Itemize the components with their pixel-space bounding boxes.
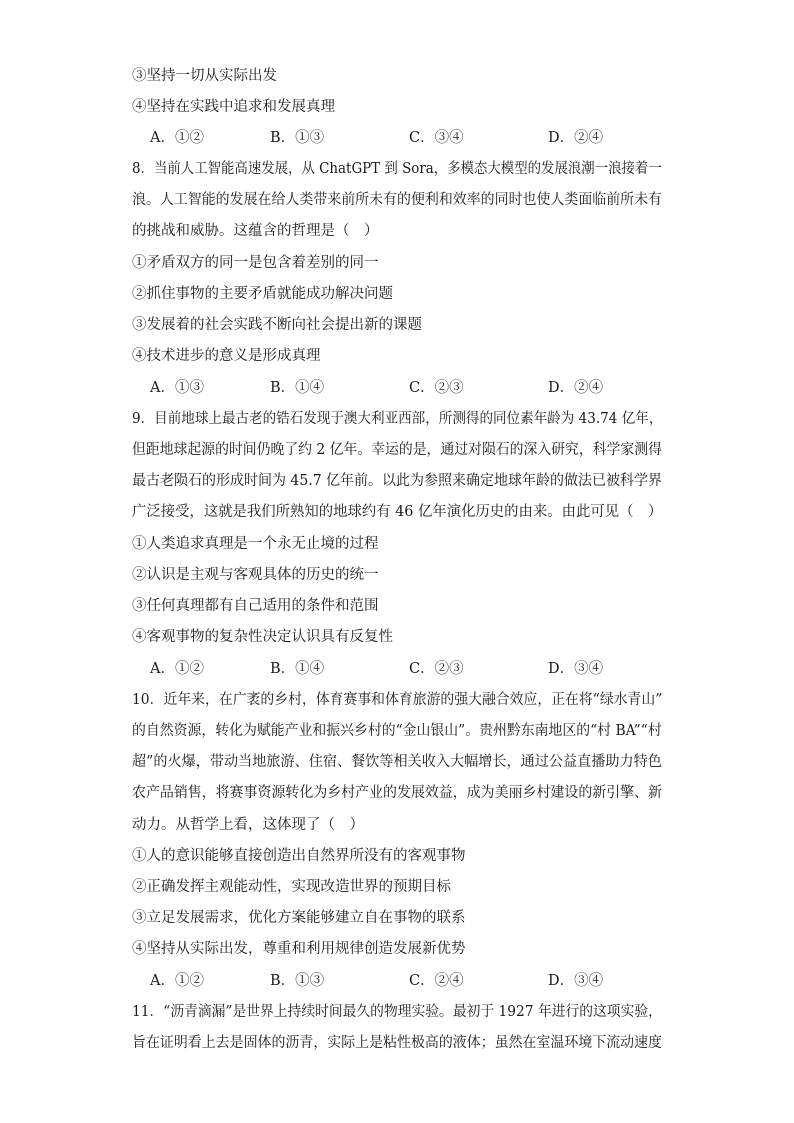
q10-choices (150, 971, 670, 991)
q10-stem-line: 超”的火爆，带动当地旅游、住宿、餐饮等相关收入大幅增长，通过公益直播助力特色 (132, 754, 662, 770)
q7-choice-d: D．②④ (548, 130, 604, 146)
q10-stem-line: 农产品销售，将赛事资源转化为乡村产业的发展效益，成为美丽乡村建设的新引擎、新 (132, 785, 663, 801)
q7-option-4: ④坚持在实践中追求和发展真理 (132, 99, 335, 115)
q9-option-2: ②认识是主观与客观具体的历史的统一 (132, 567, 379, 583)
q7-option-3: ③坚持一切从实际出发 (132, 68, 277, 84)
q10-option-4: ④坚持从实际出发，尊重和利用规律创造发展新优势 (132, 941, 466, 957)
q9-stem-line: 9．目前地球上最古老的锆石发现于澳大利亚西部，所测得的同位素年龄为 43.74 亿年， (132, 411, 663, 427)
q8-option-2: ②抓住事物的主要矛盾就能成功解决问题 (132, 286, 393, 302)
q7-choice-a: A．①② (150, 130, 204, 146)
q7-choices (150, 128, 670, 148)
q7-choice-c: C．③④ (409, 130, 464, 146)
q9-option-1: ①人类追求真理是一个永无止境的过程 (132, 536, 379, 552)
q9-choices (150, 659, 670, 679)
q10-stem-line: 动力。从哲学上看，这体现了（ ） (132, 817, 364, 833)
q8-stem-line: 的挑战和威胁。这蕴含的哲理是（ ） (132, 223, 379, 239)
q9-stem-line: 广泛接受，这就是我们所熟知的地球约有 46 亿年演化历史的由来。由此可见（ ） (132, 504, 663, 520)
q8-choice-a: A．①③ (150, 380, 204, 396)
q10-choice-c: C．②④ (409, 973, 464, 989)
q7-choice-b: B．①③ (270, 130, 325, 146)
q8-option-4: ④技术进步的意义是形成真理 (132, 348, 321, 364)
q8-choice-d: D．②④ (548, 380, 604, 396)
q9-stem-line: 但距地球起源的时间仍晚了约 2 亿年。幸运的是，通过对陨石的深入研究，科学家测得 (132, 442, 662, 458)
q8-choices (150, 378, 670, 398)
q10-choice-b: B．①③ (270, 973, 325, 989)
q9-stem-line: 最古老陨石的形成时间为 45.7 亿年前。以此为参照来确定地球年龄的做法已被科学界 (132, 473, 663, 489)
q8-choice-b: B．①④ (270, 380, 325, 396)
q8-option-1: ①矛盾双方的同一是包含着差别的同一 (132, 255, 379, 271)
q11-stem-line: 旨在证明看上去是固体的沥青，实际上是粘性极高的液体；虽然在室温环境下流动速度 (132, 1035, 663, 1051)
q9-choice-c: C．②③ (409, 661, 464, 677)
q9-option-3: ③任何真理都有自己适用的条件和范围 (132, 598, 379, 614)
q8-stem-line: 浪。人工智能的发展在给人类带来前所未有的便利和效率的同时也使人类面临前所未有 (132, 192, 663, 208)
q10-choice-d: D．③④ (548, 973, 604, 989)
q8-option-3: ③发展着的社会实践不断向社会提出新的课题 (132, 317, 422, 333)
q9-choice-b: B．①④ (270, 661, 325, 677)
q9-choice-d: D．③④ (548, 661, 604, 677)
q10-option-3: ③立足发展需求，优化方案能够建立自在事物的联系 (132, 910, 466, 926)
q11-stem-line: 11．“沥青滴漏”是世界上持续时间最久的物理实验。最初于 1927 年进行的这项实验， (132, 1004, 662, 1020)
q10-option-1: ①人的意识能够直接创造出自然界所没有的客观事物 (132, 848, 466, 864)
q8-choice-c: C．②③ (409, 380, 464, 396)
q9-choice-a: A．①② (150, 661, 204, 677)
q10-stem-line: 10．近年来，在广袤的乡村，体育赛事和体育旅游的强大融合效应，正在将“绿水青山” (132, 692, 663, 708)
q10-choice-a: A．①② (150, 973, 204, 989)
q10-stem-line: 的自然资源，转化为赋能产业和振兴乡村的“金山银山”。贵州黔东南地区的“村 BA”“村 (132, 723, 662, 739)
q9-option-4: ④客观事物的复杂性决定认识具有反复性 (132, 629, 393, 645)
q8-stem-line: 8．当前人工智能高速发展，从 ChatGPT 到 Sora，多模态大模型的发展浪潮一浪接着一 (132, 161, 662, 177)
q10-option-2: ②正确发挥主观能动性，实现改造世界的预期目标 (132, 879, 451, 895)
